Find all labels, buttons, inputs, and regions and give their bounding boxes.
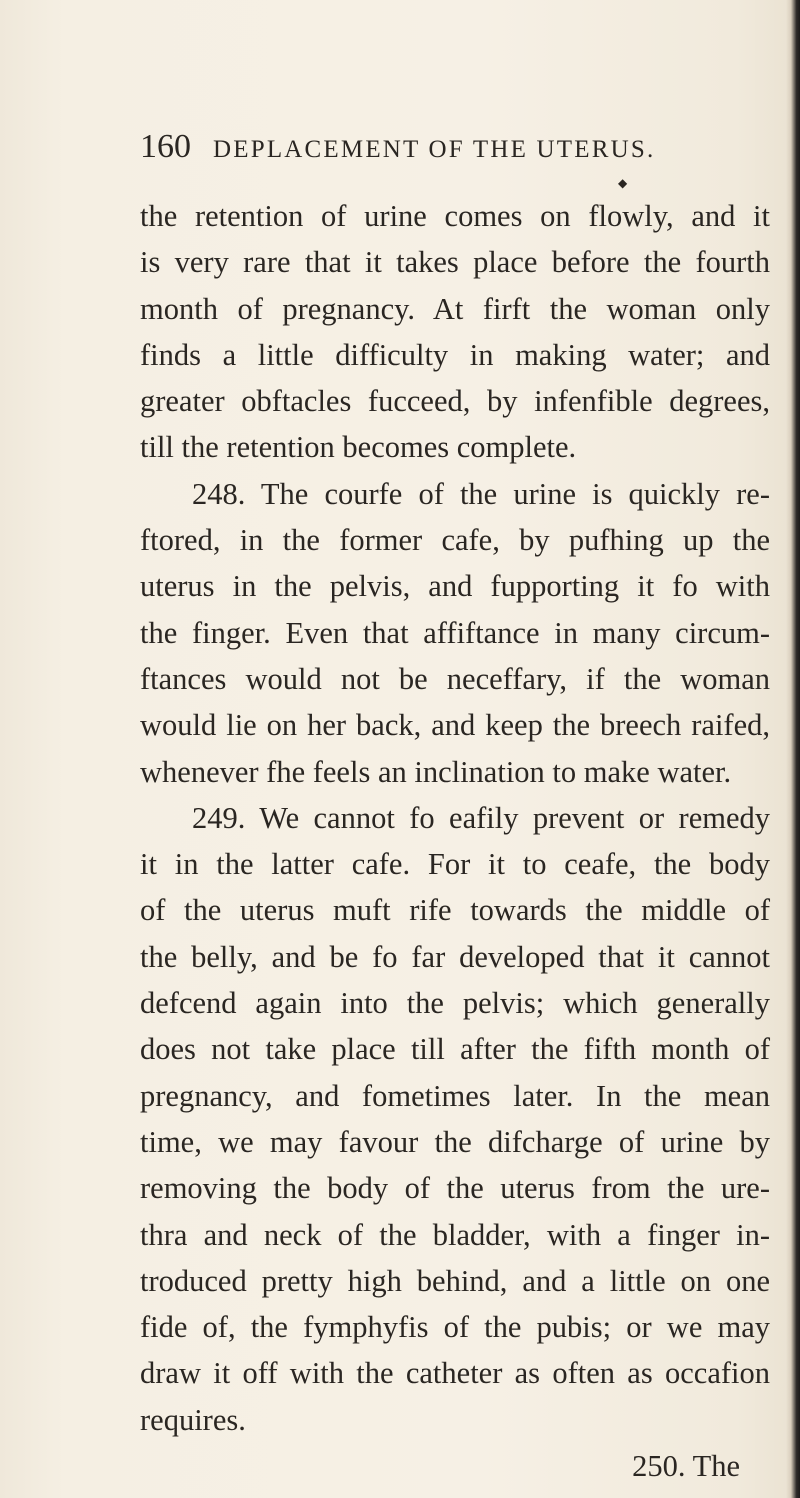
text-line: till the retention becomes complete.	[140, 430, 577, 465]
text-line: it in the latter cafe. For it to ceafe, the body	[140, 847, 770, 882]
page-number: 160	[140, 128, 191, 165]
ornament-dot-icon: ◆	[618, 176, 628, 190]
text-line: fide of, the fymphyfis of the pubis; or we may	[140, 1310, 770, 1345]
text-line: ftored, in the former cafe, by pufhing up the	[140, 523, 770, 558]
text-line: troduced pretty high behind, and a little on one	[140, 1263, 770, 1298]
body-text	[140, 193, 770, 1489]
running-title: DEPLACEMENT OF THE UTERUS.	[213, 136, 656, 163]
text-line: finds a little difficulty in making water; and	[140, 337, 770, 372]
text-line: removing the body of the uterus from the ure-	[140, 1171, 770, 1206]
text-line: uterus in the pelvis, and fupporting it fo with	[140, 569, 770, 604]
text-line: defcend again into the pelvis; which generally	[140, 986, 770, 1021]
text-line: 250. The	[632, 1449, 740, 1484]
text-line: is very rare that it takes place before the fourth	[140, 245, 770, 280]
text-line: requires.	[140, 1402, 246, 1437]
text-line: greater obftacles fucceed, by infenfible degrees,	[140, 384, 770, 419]
text-line: whenever fhe feels an inclination to make water.	[140, 754, 732, 789]
text-line: does not take place till after the fifth month of	[140, 1032, 770, 1067]
text-line: draw it off with the catheter as often as occafion	[140, 1356, 770, 1391]
text-line: would lie on her back, and keep the breech raifed,	[140, 708, 770, 743]
text-line: the belly, and be fo far developed that it cannot	[140, 939, 770, 974]
page-edge-shadow	[786, 0, 800, 1498]
text-line: month of pregnancy. At firft the woman only	[140, 291, 770, 326]
text-line: thra and neck of the bladder, with a finger in-	[140, 1217, 770, 1252]
text-line: the retention of urine comes on flowly, and it	[140, 199, 770, 233]
text-line: of the uterus muft rife towards the middle of	[140, 893, 770, 928]
text-line: time, we may favour the difcharge of urine by	[140, 1124, 770, 1159]
text-line: 248. The courfe of the urine is quickly re-	[192, 476, 770, 511]
running-header	[140, 128, 780, 166]
text-line: pregnancy, and fometimes later. In the mean	[140, 1078, 770, 1113]
text-line: 249. We cannot fo eafily prevent or remedy	[192, 800, 770, 835]
text-line: ftances would not be neceffary, if the woman	[140, 661, 770, 696]
text-line: the finger. Even that affiftance in many circum-	[140, 615, 770, 650]
